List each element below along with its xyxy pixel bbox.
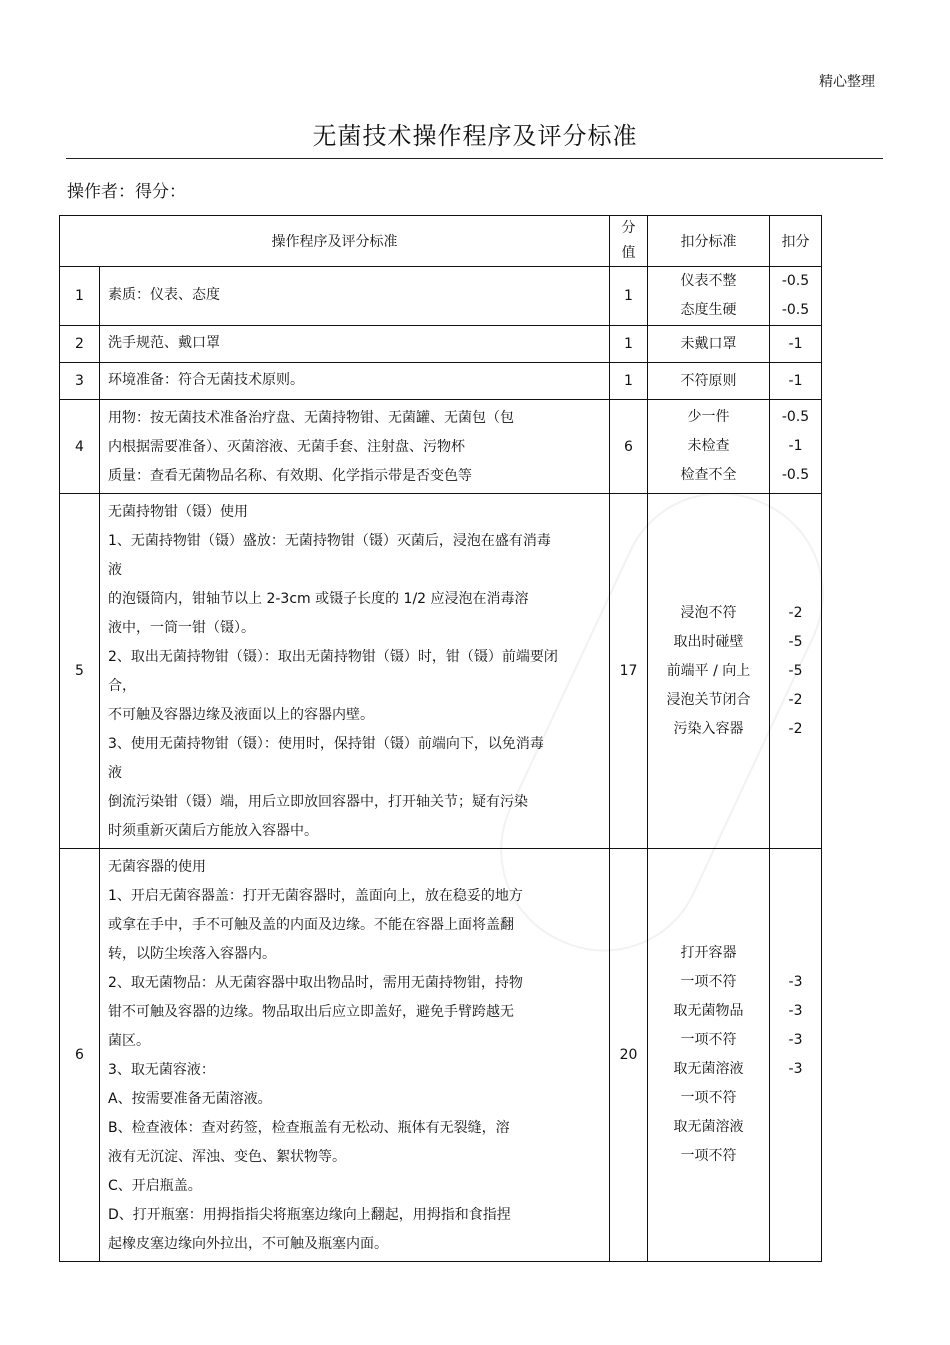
content-line: 菌区。 [108,1033,150,1049]
content-line: 时须重新灭菌后方能放入容器中。 [108,823,318,839]
header-points-line: 分 [621,220,636,236]
row-number: 3 [60,363,100,400]
deduction-item: -1 [788,438,803,454]
deduction-criteria [648,363,770,400]
criteria-item: 检查不全 [680,467,737,483]
row-number: 2 [60,326,100,363]
content-line: 倒流污染钳（镊）端，用后立即放回容器中，打开轴关节；疑有污染 [108,794,528,810]
criteria-item: 一项不符 [680,1032,737,1048]
criteria-item: 一项不符 [680,1148,737,1164]
criteria-item: 取无菌溶液 [673,1061,744,1077]
deduction-item: -2 [788,604,803,621]
criteria-item: 仪表不整 [680,273,737,289]
criteria-item: 前端平 / 向上 [666,662,751,679]
deduction-values [770,267,822,326]
content-line: 液有无沉淀、浑浊、变色、絮状物等。 [108,1149,346,1165]
row-points: 17 [610,494,648,849]
content-line: 用物：按无菌技术准备治疗盘、无菌持物钳、无菌罐、无菌包（包 [108,410,514,426]
header-procedure: 操作程序及评分标准 [60,216,610,267]
content-line: 钳不可触及容器的边缘。物品取出后应立即盖好，避免手臂跨越无 [108,1004,514,1020]
content-line: 或拿在手中，手不可触及盖的内面及边缘。不能在容器上面将盖翻 [108,917,514,933]
procedure-content [100,400,610,494]
content-line: 1、无菌持物钳（镊）盛放：无菌持物钳（镊）灭菌后，浸泡在盛有消毒 [108,533,551,549]
document-title: 无菌技术操作程序及评分标准 [312,122,638,150]
header-deduction: 扣分 [770,216,822,267]
content-line: A、按需要准备无菌溶液。 [108,1091,272,1107]
row-number: 1 [60,267,100,326]
content-line: 环境准备：符合无菌技术原则。 [108,371,304,388]
deduction-item: -0.5 [781,302,810,318]
content-line: 无菌持物钳（镊）使用 [108,504,248,520]
content-line: 转，以防尘埃落入容器内。 [108,946,276,962]
deduction-item: -5 [788,662,803,679]
deduction-values [770,400,822,494]
criteria-item: 浸泡关节闭合 [666,691,751,708]
criteria-item: 取无菌物品 [673,1003,744,1019]
row-points: 6 [610,400,648,494]
header-points [610,216,648,267]
table-row [60,849,822,1262]
row-points: 20 [610,849,648,1262]
criteria-item: 未戴口罩 [680,335,737,352]
deduction-item: -3 [788,1061,803,1077]
content-line: 3、取无菌容液： [108,1062,215,1078]
deduction-values [770,849,822,1262]
content-line: 不可触及容器边缘及液面以上的容器内壁。 [108,707,374,723]
operator-score-line: 操作者：得分： [67,182,186,202]
content-line: B、检查液体：查对药签，检查瓶盖有无松动、瓶体有无裂缝，溶 [108,1120,510,1136]
table-row [60,267,822,326]
content-line: 液中，一筒一钳（镊）。 [108,620,255,636]
title-divider [66,158,883,159]
procedure-content [100,267,610,326]
content-line: 2、取出无菌持物钳（镊）：取出无菌持物钳（镊）时，钳（镊）前端要闭 [108,649,558,665]
criteria-item: 不符原则 [680,372,737,389]
content-line: 质量：查看无菌物品名称、有效期、化学指示带是否变色等 [108,468,472,484]
content-line: D、打开瓶塞：用拇指指尖将瓶塞边缘向上翻起，用拇指和食指捏 [108,1207,511,1223]
content-line: C、开启瓶盖。 [108,1178,202,1194]
header-points-line: 值 [621,245,636,261]
header-criteria: 扣分标准 [648,216,770,267]
criteria-item: 未检查 [687,438,730,454]
content-line: 液 [108,765,122,781]
deduction-item: -1 [788,372,803,389]
row-number: 4 [60,400,100,494]
row-number: 6 [60,849,100,1262]
table-header-row [60,216,822,267]
criteria-item: 一项不符 [680,974,737,990]
row-points: 1 [610,363,648,400]
row-number: 5 [60,494,100,849]
procedure-content [100,363,610,400]
criteria-item: 取无菌溶液 [673,1119,744,1135]
criteria-item: 浸泡不符 [680,604,737,621]
content-line: 内根据需要准备）、灭菌溶液、无菌手套、注射盘、污物杯 [108,439,465,455]
deduction-criteria [648,400,770,494]
content-line: 2、取无菌物品：从无菌容器中取出物品时，需用无菌持物钳，持物 [108,975,523,991]
table-row [60,326,822,363]
criteria-item: 污染入容器 [673,720,744,737]
deduction-item: -0.5 [781,273,810,289]
deduction-criteria [648,326,770,363]
deduction-item: -2 [788,720,803,737]
deduction-item: -5 [788,633,803,650]
deduction-item: -2 [788,691,803,708]
corner-note: 精心整理 [819,74,875,90]
content-line: 起橡皮塞边缘向外拉出，不可触及瓶塞内面。 [108,1236,388,1252]
deduction-values [770,326,822,363]
criteria-item: 态度生硬 [680,302,737,318]
criteria-item: 少一件 [687,409,730,425]
content-line: 洗手规范、戴口罩 [108,334,220,351]
content-line: 合， [108,678,136,694]
table-row [60,363,822,400]
criteria-item: 打开容器 [680,945,737,961]
deduction-values [770,363,822,400]
table-row [60,400,822,494]
criteria-item: 取出时碰壁 [673,633,744,650]
procedure-content [100,326,610,363]
row-points: 1 [610,326,648,363]
content-line: 液 [108,562,122,578]
deduction-item: -0.5 [781,467,810,483]
deduction-item: -3 [788,1032,803,1048]
deduction-criteria [648,267,770,326]
deduction-item: -1 [788,335,803,352]
content-line: 的泡镊筒内，钳轴节以上 2-3cm 或镊子长度的 1/2 应浸泡在消毒溶 [108,591,529,607]
content-line: 素质：仪表、态度 [108,286,220,303]
deduction-item: -3 [788,1003,803,1019]
row-points: 1 [610,267,648,326]
content-line: 1、开启无菌容器盖：打开无菌容器时，盖面向上，放在稳妥的地方 [108,888,523,904]
deduction-item: -3 [788,974,803,990]
content-line: 3、使用无菌持物钳（镊）：使用时，保持钳（镊）前端向下，以免消毒 [108,736,544,752]
criteria-item: 一项不符 [680,1090,737,1106]
content-line: 无菌容器的使用 [108,859,206,875]
deduction-item: -0.5 [781,409,810,425]
